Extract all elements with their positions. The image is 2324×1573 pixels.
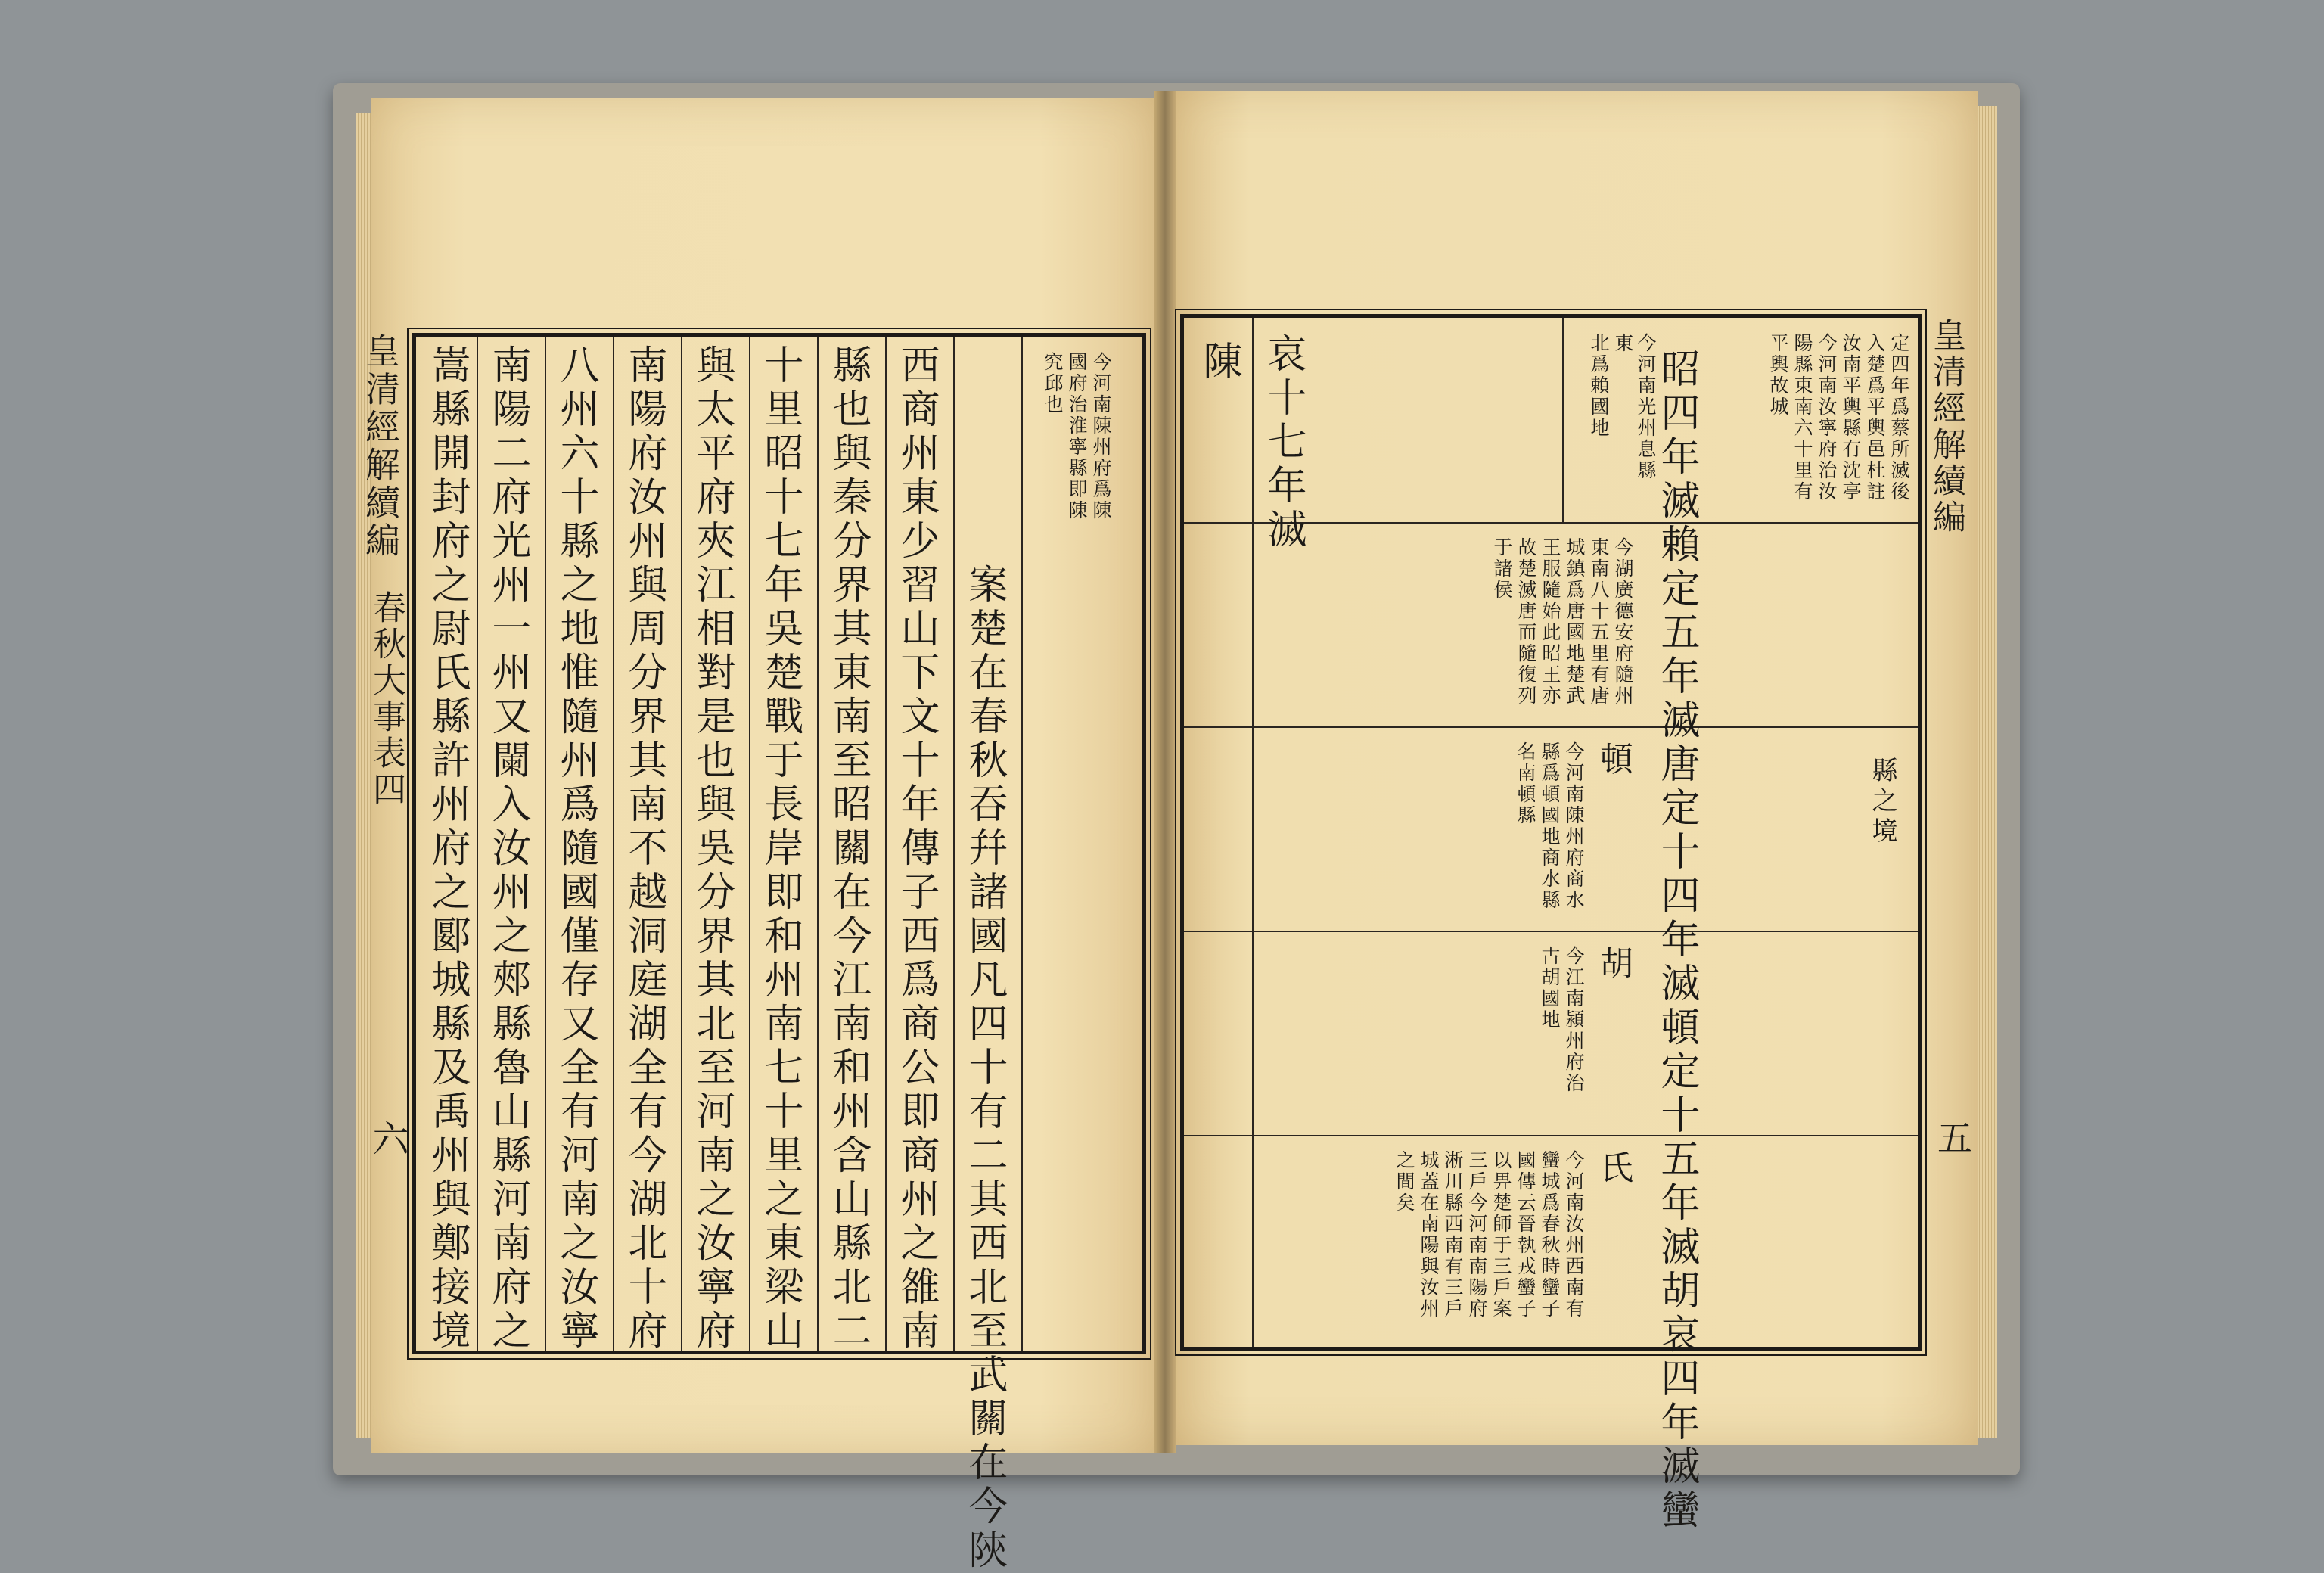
note-line: 三戶今河南南陽府	[1466, 1150, 1488, 1320]
note-tail: 縣之境	[1867, 757, 1897, 847]
column-rule	[1252, 318, 1254, 1347]
row-rule	[1184, 726, 1918, 728]
text-column: 嵩縣開封府之尉氏縣許州府之郾城縣及禹州與鄭接境	[424, 344, 470, 1354]
note-line: 國傳云晉執戎蠻子	[1515, 1150, 1536, 1320]
note-line: 究邱也	[1042, 352, 1064, 415]
state-label-chen: 陳	[1196, 340, 1241, 384]
state-label-man: 氏	[1594, 1150, 1633, 1188]
note-line: 汝南平輿縣有沈亭	[1840, 333, 1862, 502]
main-column: 哀十七年滅	[1260, 333, 1306, 552]
column-rule	[885, 337, 887, 1351]
note-line: 平輿故城	[1767, 333, 1789, 418]
note-line: 定四年爲蔡所滅後	[1888, 333, 1910, 502]
note-line: 今湖廣德安府隨州	[1612, 537, 1634, 707]
main-column: 昭四年滅賴定五年滅唐定十四年滅頓定十五年滅胡哀四年滅蠻	[1654, 348, 1699, 1533]
note-line: 今河南汝寧府治汝	[1816, 333, 1838, 502]
note-line: 今河南陳州府爲陳	[1090, 352, 1112, 521]
left-text-frame	[412, 333, 1146, 1573]
note-line: 于諸侯	[1491, 537, 1513, 601]
column-rule	[749, 337, 750, 1351]
left-margin-folio: 六	[366, 1120, 409, 1156]
column-rule	[545, 337, 546, 1351]
note-line: 城蓋在南陽與汝州	[1418, 1150, 1440, 1320]
column-rule	[1021, 337, 1023, 1351]
column-rule	[681, 337, 682, 1351]
note-line: 東南八十五里有唐	[1588, 537, 1610, 707]
text-column: 案楚在春秋吞幷諸國凡四十有二其西北至武關在今陝	[962, 564, 1007, 1573]
note-line: 今河南陳州府商水	[1563, 741, 1585, 911]
column-rule	[953, 337, 955, 1351]
text-column: 與太平府夾江相對是也與吳分界其北至河南之汝寧府	[689, 344, 735, 1354]
note-line: 王服隨始此昭王亦	[1539, 537, 1561, 707]
text-column: 南陽二府光州一州又闌入汝州之郟縣魯山縣河南府之	[485, 344, 530, 1354]
text-column: 十里昭十七年吳楚戰于長岸即和州南七十里之東梁山	[757, 344, 803, 1354]
right-margin-folio: 五	[1932, 1120, 1973, 1155]
note-line: 陽縣東南六十里有	[1791, 333, 1813, 502]
note-line: 蠻城爲春秋時蠻子	[1539, 1150, 1561, 1320]
note-line: 城鎮爲唐國地楚武	[1564, 537, 1586, 707]
left-margin-title: 皇清經解續編	[360, 333, 401, 560]
note-line: 淅川縣西南有三戶	[1442, 1150, 1464, 1320]
row-rule	[1184, 931, 1918, 932]
text-column: 西商州東少習山下文十年傳子西爲商公即商州之雒南	[893, 344, 939, 1354]
note-line: 名南頓縣	[1515, 741, 1536, 826]
note-line: 以畀楚師于三戶案	[1490, 1150, 1512, 1320]
note-line: 今河南汝州西南有	[1563, 1150, 1585, 1320]
text-column: 南陽府汝州與周分界其南不越洞庭湖全有今湖北十府	[621, 344, 666, 1354]
note-line: 古胡國地	[1539, 946, 1561, 1031]
column-rule	[817, 337, 819, 1351]
note-line: 之間矣	[1393, 1150, 1415, 1214]
book-gutter	[1154, 91, 1176, 1453]
note-line: 縣爲頓國地商水縣	[1539, 741, 1561, 911]
note-line: 今河南光州息縣東	[1612, 333, 1657, 481]
text-column: 八州六十縣之地惟隨州爲隨國僅存又全有河南之汝寧	[553, 344, 598, 1354]
column-rule	[477, 337, 478, 1351]
column-rule	[613, 337, 614, 1351]
right-margin-title: 皇清經解續編	[1927, 318, 1965, 536]
right-text-frame	[1180, 314, 1922, 1533]
note-line: 國府治淮寧縣即陳	[1066, 352, 1088, 521]
left-margin-section: 春秋大事表四	[367, 590, 405, 808]
note-line: 入楚爲平輿邑杜註	[1864, 333, 1886, 502]
row-rule	[1184, 1135, 1918, 1136]
state-label-dun: 頓	[1594, 741, 1633, 779]
note-line: 今江南潁州府治	[1563, 946, 1585, 1094]
text-column: 縣也與秦分界其東南至昭關在今江南和州含山縣北二	[825, 344, 871, 1354]
note-line: 故楚滅唐而隨復列	[1515, 537, 1537, 707]
note-line: 北爲賴國地	[1588, 333, 1610, 439]
column-rule	[1562, 318, 1564, 522]
state-label-hu: 胡	[1594, 946, 1633, 984]
